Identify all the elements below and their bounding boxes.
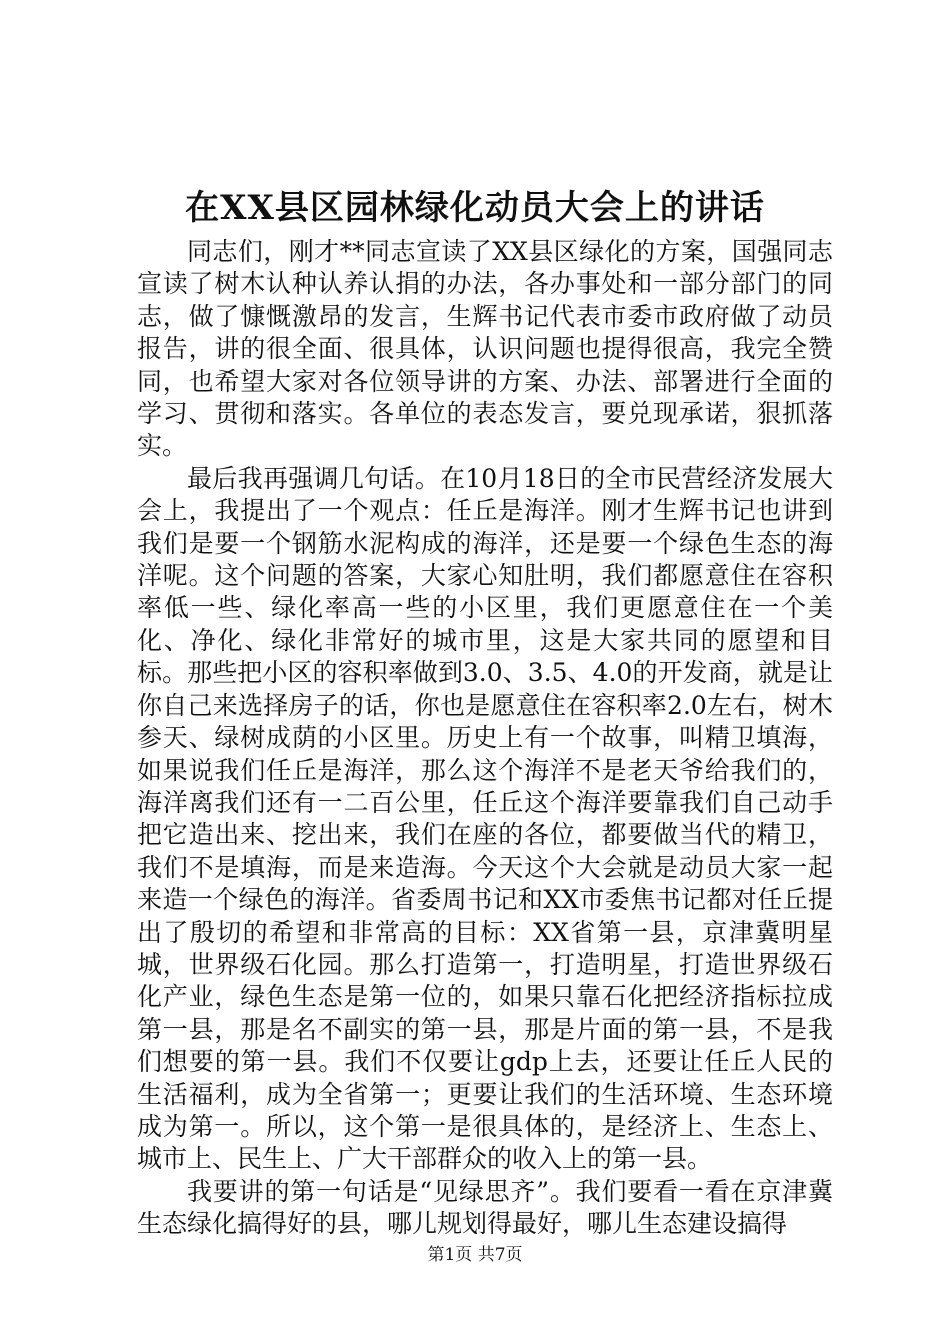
document-body — [137, 236, 833, 1241]
paragraph-1: 同志们，刚才**同志宣读了XX县区绿化的方案，国强同志宣读了树木认种认养认捐的办法，各办事处和一部分部门的同志，做了慷慨激昂的发言，生辉书记代表市委市政府做了动员报告，讲的很全面、很具体，认识问题也提得很高，我完全赞同，也希望大家对各位领导讲的方案、办法、部署进行全面的学习、贯彻和落实。各单位的表态发言，要兑现承诺，狠抓落实。 — [137, 237, 833, 461]
page-number-footer: 第1页 共7页 — [427, 1245, 523, 1265]
paragraph-2: 最后我再强调几句话。在10月18日的全市民营经济发展大会上，我提出了一个观点：任丘是海洋。刚才生辉书记也讲到我们是要一个钢筋水泥构成的海洋，还是要一个绿色生态的海洋呢。这个问题的答案，大家心知肚明，我们都愿意住在容积率低一些、绿化率高一些的小区里，我们更愿意住在一个美化、净化、绿化非常好的城市里，这是大家共同的愿望和目标。那些把小区的容积率做到3.0、3.5、4.0的开发商，就是让你自己来选择房子的话，你也是愿意住在容积率2.0左右，树木参天、绿树成荫的小区里。历史上有一个故事，叫精卫填海，如果说我们任丘是海洋，那么这个海洋不是老天爷给我们的，海洋离我们还有一二百公里，任丘这个海洋要靠我们自己动手把它造出来、挖出来，我们在座的各位，都要做当代的精卫，我们不是填海，而是来造海。今天这个大会就是动员大家一起来造一个绿色的海洋。省委周书记和XX市委焦书记都对任丘提出了殷切的希望和非常高的目标：XX省第一县，京津冀明星城，世界级石化园。那么打造第一，打造明星，打造世界级石化产业，绿色生态是第一位的，如果只靠石化把经济指标拉成第一县，那是名不副实的第一县，那是片面的第一县，不是我们想要的第一县。我们不仅要让gdp上去，还要让任丘人民的生活福利，成为全省第一；更要让我们的生活环境、生态环境成为第一。所以，这个第一是很具体的，是经济上、生态上、城市上、民生上、广大干部群众的收入上的第一县。 — [137, 463, 833, 1174]
document-title: 在XX县区园林绿化动员大会上的讲话 — [185, 188, 765, 228]
paragraph-3: 我要讲的第一句话是“见绿思齐”。我们要看一看在京津冀生态绿化搞得好的县，哪儿规划得最好，哪儿生态建设搞得 — [137, 1176, 833, 1239]
